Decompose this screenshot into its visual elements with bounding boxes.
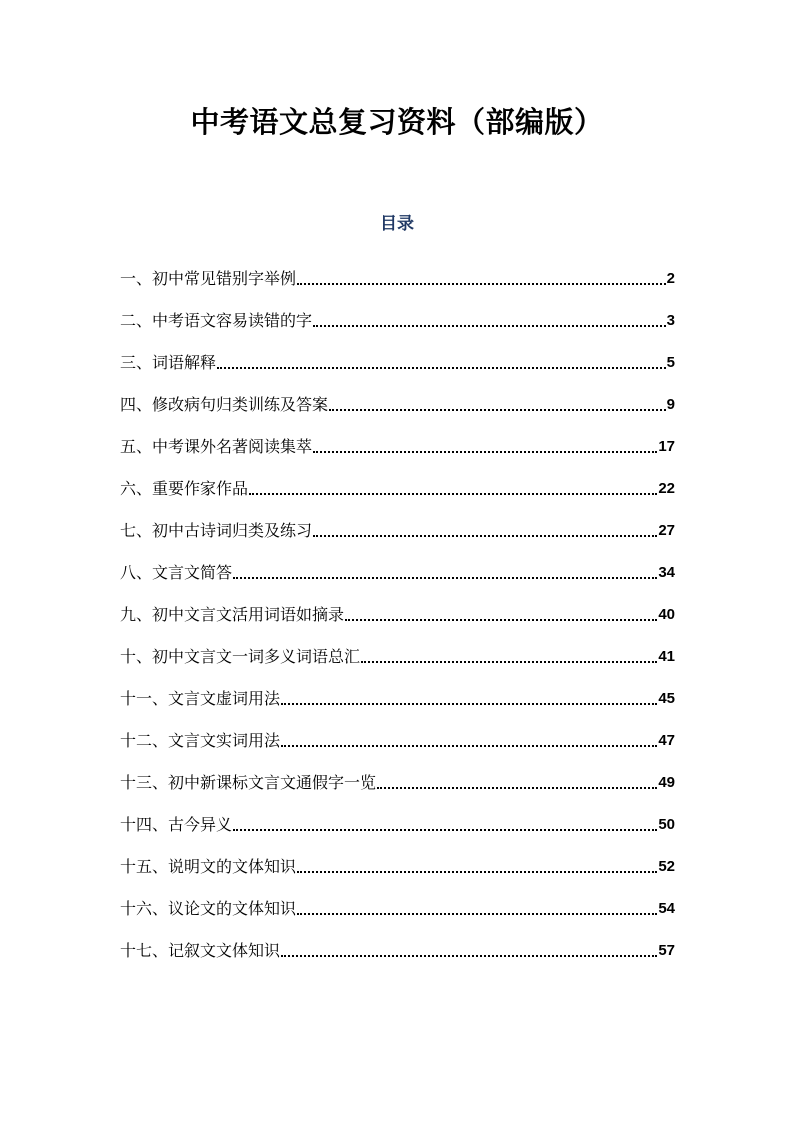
toc-entry-page: 9	[666, 396, 675, 413]
toc-entry-label: 十一、文言文虚词用法	[120, 689, 281, 708]
toc-entry-label: 一、初中常见错别字举例	[120, 269, 297, 288]
toc-entry-page: 40	[658, 606, 675, 623]
toc-entry-page: 5	[666, 354, 675, 371]
toc-heading: 目录	[380, 214, 414, 234]
toc-entry-label: 九、初中文言文活用词语如摘录	[120, 605, 345, 624]
toc-entry-label: 四、修改病句归类训练及答案	[120, 395, 329, 414]
toc-entry-label: 七、初中古诗词归类及练习	[120, 521, 313, 540]
toc-entry-page: 17	[658, 438, 675, 455]
toc-list	[120, 248, 675, 962]
toc-dot-leader	[345, 619, 657, 621]
toc-dot-leader	[377, 787, 657, 789]
toc-entry[interactable]	[120, 374, 675, 416]
toc-dot-leader	[217, 367, 666, 369]
toc-entry-page: 50	[658, 816, 675, 833]
toc-entry-page: 41	[658, 648, 675, 665]
toc-entry-label: 十四、古今异义	[120, 815, 233, 834]
toc-entry[interactable]	[120, 416, 675, 458]
toc-dot-leader	[313, 325, 666, 327]
toc-entry-page: 34	[658, 564, 675, 581]
toc-entry[interactable]	[120, 710, 675, 752]
toc-entry-label: 二、中考语文容易读错的字	[120, 311, 313, 330]
toc-entry-page: 54	[658, 900, 675, 917]
toc-entry[interactable]	[120, 458, 675, 500]
toc-entry[interactable]	[120, 626, 675, 668]
toc-dot-leader	[313, 451, 657, 453]
toc-entry-page: 52	[658, 858, 675, 875]
toc-entry[interactable]	[120, 752, 675, 794]
toc-entry-page: 45	[658, 690, 675, 707]
toc-dot-leader	[233, 577, 657, 579]
toc-entry-page: 3	[666, 312, 675, 329]
toc-dot-leader	[361, 661, 657, 663]
toc-entry-label: 三、词语解释	[120, 353, 217, 372]
toc-entry-page: 47	[658, 732, 675, 749]
toc-dot-leader	[233, 829, 657, 831]
toc-dot-leader	[281, 955, 657, 957]
toc-entry-label: 十三、初中新课标文言文通假字一览	[120, 773, 377, 792]
toc-entry[interactable]	[120, 290, 675, 332]
toc-entry[interactable]	[120, 332, 675, 374]
toc-dot-leader	[249, 493, 657, 495]
toc-entry-label: 十六、议论文的文体知识	[120, 899, 297, 918]
toc-entry-page: 49	[658, 774, 675, 791]
toc-entry-page: 2	[666, 270, 675, 287]
toc-entry-page: 27	[658, 522, 675, 539]
toc-entry-label: 六、重要作家作品	[120, 479, 249, 498]
toc-entry[interactable]	[120, 500, 675, 542]
toc-dot-leader	[281, 703, 657, 705]
toc-entry[interactable]	[120, 836, 675, 878]
document-title: 中考语文总复习资料（部编版）	[190, 105, 604, 139]
toc-entry-label: 五、中考课外名著阅读集萃	[120, 437, 313, 456]
toc-entry-page: 57	[658, 942, 675, 959]
toc-dot-leader	[329, 409, 666, 411]
toc-dot-leader	[313, 535, 657, 537]
toc-entry[interactable]	[120, 794, 675, 836]
toc-entry[interactable]	[120, 878, 675, 920]
toc-dot-leader	[297, 913, 657, 915]
toc-entry-page: 22	[658, 480, 675, 497]
toc-entry[interactable]	[120, 668, 675, 710]
toc-entry-label: 十五、说明文的文体知识	[120, 857, 297, 876]
toc-entry-label: 十、初中文言文一词多义词语总汇	[120, 647, 361, 666]
toc-dot-leader	[281, 745, 657, 747]
toc-entry[interactable]	[120, 920, 675, 962]
toc-dot-leader	[297, 283, 666, 285]
toc-dot-leader	[297, 871, 657, 873]
toc-entry-label: 十七、记叙文文体知识	[120, 941, 281, 960]
toc-entry[interactable]	[120, 248, 675, 290]
toc-entry-label: 十二、文言文实词用法	[120, 731, 281, 750]
toc-entry[interactable]	[120, 542, 675, 584]
toc-entry-label: 八、文言文简答	[120, 563, 233, 582]
toc-entry[interactable]	[120, 584, 675, 626]
